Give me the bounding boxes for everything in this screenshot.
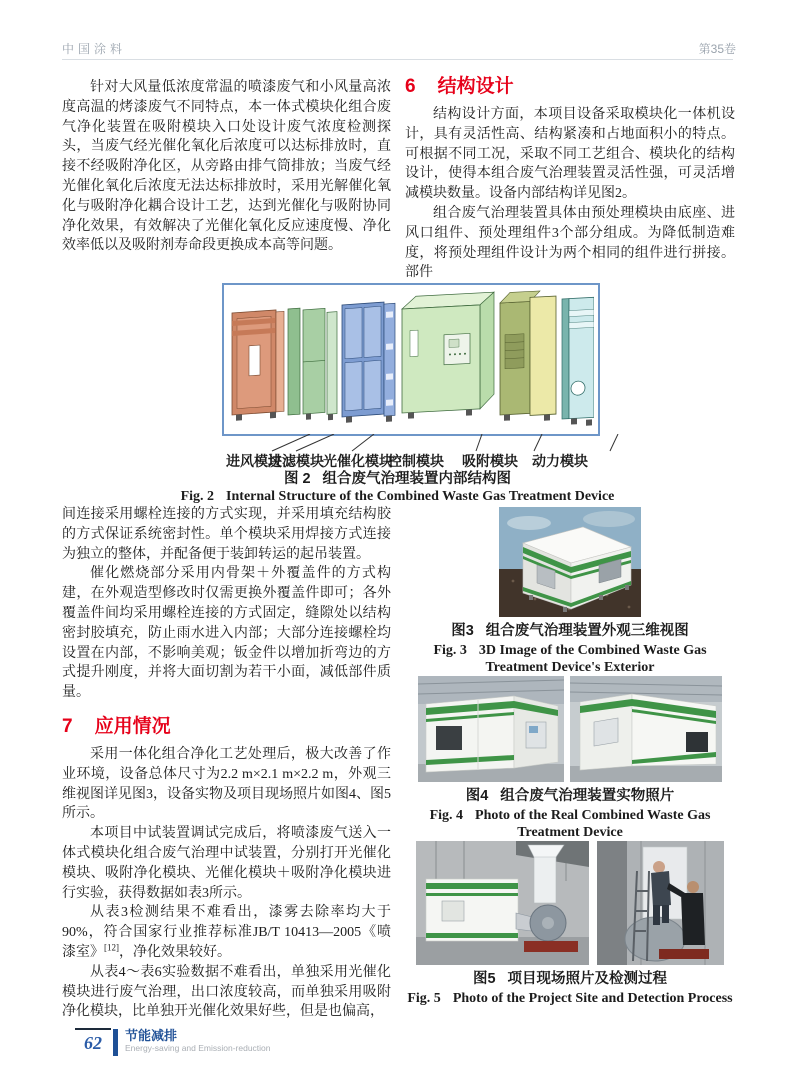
figure5-caption-en: Fig. 5 Photo of the Project Site and Detection Process [407,991,733,1006]
figure2-module-labels [62,451,733,469]
module-label: 光催化模块 [323,453,393,469]
figure3-caption-en: Fig. 3 3D Image of the Combined Waste Gas Treatment Device's Exterior [433,643,707,675]
module-adsorption [500,290,556,423]
section-number: 6 [405,76,416,97]
section-heading-7 [62,715,391,739]
module-label: 过滤模块 [268,453,324,469]
paragraph: 组合废气治理装置具体由预处理模块由底座、进风口组件、预处理组件3个部分组成。为降低制造难度，将预处理组件设计为两个相同的组件进行拼接。部件 [405,205,735,281]
volume-number: 第35卷 [698,42,736,56]
paragraph: 间连接采用螺栓连接的方式实现，并采用填充结构胶的方式保证系统密封性。单个模块采用焊接方式连接为独立的整体，并配备便于装卸转运的起吊装置。 [62,507,391,562]
paragraph: 结构设计方面，本项目设备采取模块化一体机设计，具有灵活性高、结构紧凑和占地面积小的特点。可根据不同工况，采取不同工艺组合、模块化的结构设计，使得本组合废气治理装置灵活性强，可灵活增减模块数量。设备内部结构详见图2。 [405,107,735,202]
module-filter [288,306,337,423]
footer-text [125,1028,271,1054]
module-label: 吸附模块 [462,453,518,469]
paragraph: 本项目中试装置调试完成后，将喷漆废气送入一体式模块化组合废气治理中试装置，分别打开光催化模块、吸附净化模块、光催化模块＋吸附净化模块进行实验，获得数据如表3所示。 [62,826,391,901]
left-column-bottom [62,505,391,1022]
module-power [562,297,594,427]
header-rule [62,59,733,60]
figure-number: Fig. 4 [429,808,464,823]
figure-number: 图4 [465,788,489,804]
paragraph: 针对大风量低浓度常温的喷漆废气和小风量高浓度高温的烤漆废气不同特点，本一体式模块化组合废气净化装置在吸附模块入口处设计废气浓度检测探头，当废气经光催化氧化后浓度可以达标排放时，直接不经吸附净化区，从旁路由排气筒排放；当废气经光催化氧化后浓度无法达标排放时，采用光解催化氧化与吸附净化耦合设计工艺，达到光催化与吸附协同净化效果，有效解决了光催化氧化反应速度慢、净化效率低以及吸附剂寿命段更换成本高等问题。 [62,80,391,254]
figure4-photo-left [418,676,564,782]
figure-number: 图 2 [283,471,311,487]
figure5-block [405,841,735,1007]
figure4-photo-right [570,676,722,782]
journal-name: 中国涂料 [62,42,127,56]
figure3-block [405,507,735,676]
paragraph: 从表4～表6实验数据不难看出，单独采用光催化模块进行废气治理，出口浓度较高，而单独采用吸附净化模块，比单独开光催化效果好些，但是也偏高， [62,964,391,1020]
figure-number: Fig. 2 [180,489,215,504]
module-label: 控制模块 [388,453,444,469]
figure5-caption-zh: 图5 项目现场照片及检测过程 [472,971,668,987]
figure4-caption-en: Fig. 4 Photo of the Real Combined Waste Gas Treatment Device [429,808,711,840]
figure-number: Fig. 5 [407,991,441,1006]
figure2-caption-zh: 图 2 组合废气治理装置内部结构图 [283,471,512,487]
figure4-block [405,676,735,841]
figure2-diagram [224,285,594,430]
page-number: 62 [75,1028,111,1056]
footer-banner [75,1028,271,1056]
figure3-caption-zh: 图3 组合废气治理装置外观三维视图 [451,623,689,639]
module-control [402,292,494,419]
section-number: 7 [62,715,73,737]
figure3-photo [499,507,641,617]
module-label: 动力模块 [532,453,588,469]
paragraph: 催化燃烧部分采用内骨架＋外覆盖件的方式构建，在外观造型修改时仅需更换外覆盖件即可；各外覆盖件间均采用螺栓连接的方式固定，缝隙处以结构密封胶填充，防止雨水进入内部；大部分连接螺栓均设置在内部，不影响美观；钣金件以增加折弯边的方式提升刚度，并将大面切割为若干小面，减低部件质量。 [62,566,391,701]
figure2-leader-lines [62,434,733,452]
module-air-inlet [232,309,284,421]
paragraph: 采用一体化组合净化工艺处理后，极大改善了作业环境，设备总体尺寸为2.2 m×2.1 m×2.2 m，外观三维视图详见图3，设备实物及项目现场照片如图4、图5所示。 [62,746,391,822]
footer-accent-bar [113,1029,118,1056]
right-column-top [405,75,735,283]
footer-column-title: 节能减排 [125,1028,178,1043]
footer-column-subtitle: Energy-saving and Emission-reduction [125,1043,271,1053]
paragraph-with-citation: 从表3检测结果不难看出，漆雾去除率均大于90%，符合国家行业推荐标准JB/T 10413—2005《喷漆室》[12]，净化效果较好。 [62,905,391,960]
section-heading-6 [405,75,735,99]
left-column-top [62,78,391,256]
figure2-caption-en: Fig. 2 Internal Structure of the Combined Waste Gas Treatment Device [180,489,615,504]
citation-ref: [12] [104,942,119,953]
section-title: 应用情况 [94,715,171,737]
figure-number: 图5 [472,971,496,987]
figure5-photo-right [597,841,724,965]
figure2-image-frame [222,283,600,436]
section-title: 结构设计 [437,76,514,97]
module-label: 进风模块 [226,453,282,469]
figure-number: 图3 [451,623,474,639]
figure5-photo-left [416,841,589,965]
figure4-caption-zh: 图4 组合废气治理装置实物照片 [465,788,675,804]
module-photocatalytic [342,301,395,425]
figure-number: Fig. 3 [433,643,467,658]
